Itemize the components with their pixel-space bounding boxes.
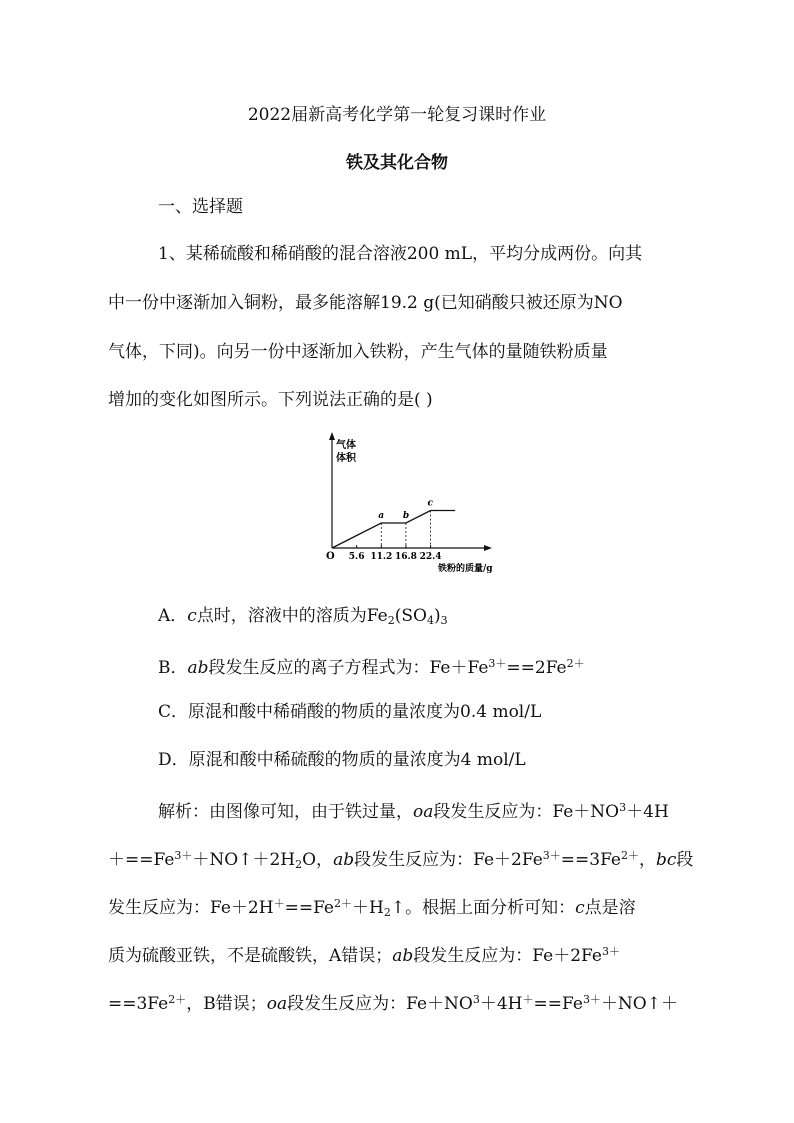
- option-a-text: 点时，溶液中的溶质为Fe: [196, 606, 388, 626]
- analysis-l3-e: 点是溶: [584, 898, 636, 918]
- analysis-l5-a: ==3Fe: [108, 994, 169, 1014]
- analysis-l1-sup: 3: [619, 801, 627, 814]
- y-axis-label-line-1: 气体: [336, 440, 356, 451]
- analysis-l1-c: ＋4H: [626, 802, 669, 822]
- analysis-l5-sup-3: ＋: [522, 993, 534, 1006]
- option-b-text: 段发生反应的离子方程式为：Fe＋Fe: [208, 658, 489, 678]
- analysis-l4-sup: 3＋: [601, 945, 620, 958]
- analysis-l2-c: O，: [302, 850, 334, 870]
- analysis-l4-it: ab: [392, 946, 414, 966]
- analysis-l5-d: ＋4H: [479, 994, 523, 1014]
- analysis-l2-b: ＋NO↑＋2H: [192, 850, 296, 870]
- analysis-l5-b: ，B错误；: [186, 994, 267, 1014]
- option-a: [158, 606, 698, 631]
- option-d: D．原混和酸中稀硫酸的物质的量浓度为4 mol/L: [158, 750, 526, 770]
- option-a-prefix: A．: [158, 606, 188, 626]
- analysis-l4-b: 段发生反应为：Fe＋2Fe: [413, 946, 602, 966]
- chart-marks: [332, 499, 455, 563]
- option-a-sub-1: 2: [387, 614, 395, 627]
- analysis-l2-e: ==3Fe: [560, 850, 621, 870]
- x-tick-label-0: 5.6: [348, 552, 365, 562]
- analysis-l5-sup-2: 3: [472, 993, 480, 1006]
- analysis-l1-b: 段发生反应为：Fe＋NO: [433, 802, 620, 822]
- origin-label: O: [326, 551, 335, 562]
- option-a-sub-2: 4: [426, 614, 434, 627]
- gas-volume-chart: [310, 430, 510, 580]
- document-subtitle: 铁及其化合物: [346, 153, 448, 173]
- question-line-4: 增加的变化如图所示。下列说法正确的是( ): [108, 390, 433, 410]
- option-b-italic: ab: [187, 658, 209, 678]
- x-tick-label-3: 22.4: [419, 552, 442, 562]
- option-a-sub-3: 3: [440, 614, 448, 627]
- analysis-l3-d: ↑。根据上面分析可知：: [390, 898, 576, 918]
- analysis-l3-a: 发生反应为：Fe＋2H: [108, 898, 274, 918]
- analysis-line-3: [108, 894, 648, 923]
- analysis-l5-sup-4: 3＋: [582, 993, 601, 1006]
- analysis-l2-a: ＋==Fe: [108, 850, 175, 870]
- analysis-l3-sup-1: ＋: [273, 897, 285, 910]
- section-heading: 一、选择题: [158, 197, 243, 217]
- analysis-l2-sup-1: 3＋: [174, 849, 193, 862]
- analysis-l3-it: c: [575, 898, 585, 918]
- question-line-2: 中一份中逐渐加入铜粉，最多能溶解19.2 g(已知硝酸只被还原为NO: [108, 293, 623, 313]
- option-b-prefix: B．: [158, 658, 188, 678]
- analysis-l2-it-2: bc: [656, 850, 677, 870]
- analysis-l2-d: 段发生反应为：Fe＋2Fe: [354, 850, 543, 870]
- analysis-l3-sub: 2: [383, 906, 391, 919]
- point-label-c: c: [427, 498, 434, 509]
- option-c: C．原混和酸中稀硝酸的物质的量浓度为0.4 mol/L: [158, 702, 542, 722]
- analysis-l2-f: ，: [639, 850, 656, 870]
- analysis-l5-f: ＋NO↑＋: [600, 994, 678, 1014]
- option-b-sup-1: 3＋: [488, 657, 507, 670]
- analysis-l1-it: oa: [413, 802, 434, 822]
- analysis-l3-sup-2: 2＋: [334, 897, 352, 910]
- analysis-l2-sup-2: 3＋: [542, 849, 561, 862]
- point-label-b: b: [402, 511, 410, 521]
- x-tick-label-2: 16.8: [394, 552, 417, 562]
- analysis-l1-a: 解析：由图像可知，由于铁过量，: [158, 802, 413, 822]
- question-line-3: 气体，下同)。向另一份中逐渐加入铁粉，产生气体的量随铁粉质量: [108, 342, 608, 362]
- analysis-l5-sup-1: 2＋: [168, 993, 187, 1006]
- y-axis-label-line-2: 体积: [336, 453, 356, 464]
- x-axis-label: 铁粉的质量/g: [438, 564, 493, 574]
- option-b: [158, 654, 698, 678]
- option-b-mid: ==2Fe: [506, 658, 567, 678]
- analysis-line-4: [108, 942, 648, 966]
- y-axis-arrow: [329, 432, 335, 440]
- option-a-mid: (SO: [394, 606, 427, 626]
- analysis-line-1: [158, 798, 698, 822]
- point-label-a: a: [378, 511, 385, 521]
- analysis-l2-g: 段: [676, 850, 694, 870]
- document-title: 2022届新高考化学第一轮复习课时作业: [247, 105, 547, 125]
- analysis-l5-e: ==Fe: [533, 994, 583, 1014]
- analysis-line-5: [108, 990, 678, 1014]
- x-axis-arrow: [484, 545, 492, 551]
- analysis-l2-sub: 2: [295, 858, 303, 871]
- analysis-line-2: [108, 846, 694, 875]
- analysis-l2-it-1: ab: [333, 850, 355, 870]
- option-a-end: ): [433, 606, 441, 626]
- analysis-l5-it: oa: [266, 994, 288, 1014]
- analysis-l2-sup-3: 2＋: [621, 849, 639, 862]
- analysis-l3-c: ＋H: [352, 898, 384, 918]
- analysis-l3-b: ==Fe: [284, 898, 334, 918]
- analysis-l4-a: 质为硫酸亚铁，不是硫酸铁，A错误；: [108, 946, 393, 966]
- option-a-italic: c: [187, 606, 197, 626]
- question-line-1: 1、某稀硫酸和稀硝酸的混合溶液200 mL，平均分成两份。向其: [158, 244, 643, 264]
- x-tick-label-1: 11.2: [370, 552, 393, 562]
- gas-volume-series-line: [332, 511, 455, 549]
- option-b-sup-2: 2＋: [566, 657, 585, 670]
- analysis-l5-c: 段发生反应为：Fe＋NO: [287, 994, 473, 1014]
